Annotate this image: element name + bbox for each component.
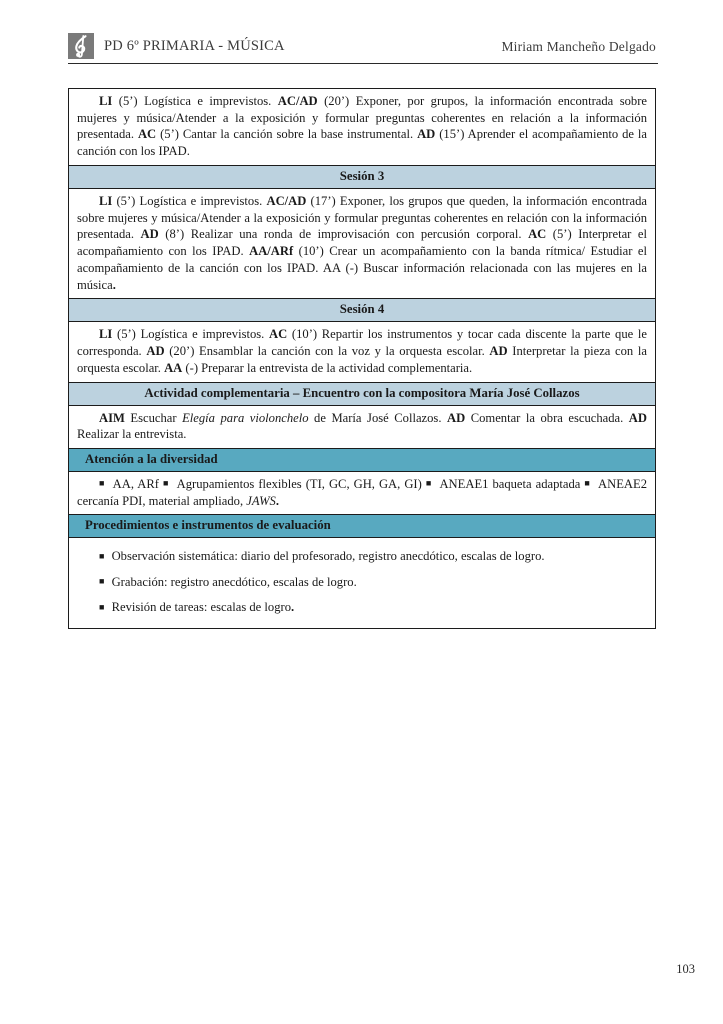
text-run: AA, ARf bbox=[109, 476, 164, 491]
atencion-diversidad-body bbox=[69, 472, 655, 514]
text-run: AD bbox=[628, 410, 647, 425]
table-row bbox=[69, 515, 655, 538]
treble-clef-logo-icon bbox=[68, 33, 94, 59]
atencion-diversidad-header: Atención a la diversidad bbox=[69, 449, 655, 471]
text-run: AD bbox=[446, 410, 466, 425]
list-item bbox=[77, 544, 647, 569]
text-run: Escuchar bbox=[124, 410, 183, 425]
actividad-complementaria-body bbox=[69, 406, 655, 448]
actividad-complementaria-header: Actividad complementaria – Encuentro con la compositora María José Collazos bbox=[69, 383, 655, 405]
text-run: (-) Preparar la entrevista de la actividad complementaria. bbox=[182, 360, 473, 375]
text-run: LI bbox=[99, 94, 113, 108]
table-row bbox=[69, 406, 655, 449]
text-run: (20’) Ensamblar la canción con la voz y la orquesta escolar. bbox=[164, 344, 490, 359]
text-run: Interpretar la pieza con la orquesta escolar. bbox=[77, 344, 647, 375]
text-run: (20’) Exponer, por grupos, la información encontrada sobre mujeres y música/Atender a la exposición y formular preguntas coherentes en relación a la información presentada. bbox=[77, 94, 647, 142]
text-run: AC/AD bbox=[266, 193, 307, 208]
text-run: Realizar la entrevista. bbox=[77, 427, 187, 442]
procedimientos-header: Procedimientos e instrumentos de evaluación bbox=[69, 515, 655, 537]
text-run: JAWS bbox=[246, 493, 276, 508]
text-run: . bbox=[275, 493, 280, 508]
text-run: AA/ARf bbox=[249, 244, 294, 259]
list-item bbox=[77, 595, 647, 620]
text-run: LI bbox=[99, 327, 113, 342]
text-run: (8’) Realizar una ronda de improvisación con percusión corporal. bbox=[158, 227, 529, 242]
paragraph-indent bbox=[77, 477, 99, 491]
bullet-square-icon: ■ bbox=[99, 601, 105, 612]
page-running-head bbox=[68, 30, 658, 64]
text-run: AD bbox=[146, 344, 165, 359]
text-run: AIM bbox=[99, 410, 125, 425]
page-number: 103 bbox=[676, 962, 695, 976]
procedimientos-body bbox=[69, 538, 655, 628]
bullet-square-icon: ■ bbox=[99, 550, 105, 561]
text-run: . bbox=[291, 600, 295, 615]
text-run: AD bbox=[417, 127, 436, 142]
text-run: Comentar la obra escuchada. bbox=[465, 410, 629, 425]
text-run: Grabación: registro anecdótico, escalas de logro. bbox=[108, 574, 357, 589]
bullet-square-icon: ■ bbox=[99, 576, 105, 587]
table-row bbox=[69, 449, 655, 472]
text-run: Agrupamientos flexibles (TI, GC, GH, GA, GI) bbox=[173, 476, 426, 491]
sesion-2-continuation bbox=[69, 89, 655, 165]
sesion-4-header: Sesión 4 bbox=[69, 299, 655, 321]
text-run: AC/AD bbox=[277, 94, 318, 108]
text-run: AD bbox=[489, 344, 508, 359]
table-row bbox=[69, 472, 655, 515]
table-row bbox=[69, 166, 655, 189]
text-run: ANEAE1 baqueta adaptada bbox=[436, 476, 585, 491]
text-run: AA bbox=[164, 360, 183, 375]
text-run: . bbox=[112, 277, 116, 292]
table-row bbox=[69, 322, 655, 382]
text-run: (15’) Aprender el acompañamiento de la canción con los IPAD. bbox=[77, 127, 647, 159]
paragraph-indent bbox=[77, 411, 99, 425]
bullet-square-icon: ■ bbox=[425, 478, 433, 489]
text-run: (10’) Crear un acompañamiento con la banda rítmica/ Estudiar el acompañamiento de la canción con los IPAD. AA (-) Buscar información relacionada con las mujeres en la música bbox=[77, 244, 647, 292]
bullet-square-icon: ■ bbox=[584, 478, 591, 489]
text-run: Elegía para violonchelo bbox=[182, 410, 309, 425]
text-run: de María José Collazos. bbox=[308, 410, 447, 425]
text-run: ANEAE2 cercanía PDI, material ampliado, bbox=[77, 476, 648, 508]
table-row bbox=[69, 383, 655, 406]
table-row bbox=[69, 89, 655, 166]
session-plan-table bbox=[68, 88, 656, 629]
text-run: Observación sistemática: diario del profesorado, registro anecdótico, escalas de logro. bbox=[108, 549, 545, 564]
text-run: (5’) Interpretar el acompañamiento con los IPAD. bbox=[77, 227, 647, 259]
sesion-4-body bbox=[69, 322, 655, 381]
list-item bbox=[77, 570, 647, 595]
table-row bbox=[69, 299, 655, 322]
table-row bbox=[69, 189, 655, 299]
paragraph-indent bbox=[77, 327, 99, 341]
bullet-square-icon: ■ bbox=[99, 478, 106, 489]
text-run: LI bbox=[99, 193, 113, 208]
table-row bbox=[69, 538, 655, 628]
text-run: AC bbox=[137, 127, 157, 142]
sesion-3-header: Sesión 3 bbox=[69, 166, 655, 188]
text-run: (5’) Cantar la canción sobre la base instrumental. bbox=[156, 127, 418, 142]
header-author: Miriam Mancheño Delgado bbox=[501, 38, 656, 54]
header-title: PD 6º PRIMARIA - MÚSICA bbox=[104, 38, 285, 54]
text-run: AC bbox=[269, 327, 288, 342]
text-run: AC bbox=[528, 227, 547, 242]
text-run: (5’) Logística e imprevistos. bbox=[112, 94, 278, 108]
paragraph-indent bbox=[77, 94, 99, 108]
text-run: (17’) Exponer, los grupos que queden, la información encontrada sobre mujeres y música/Atender a la exposición y formular preguntas coherentes en relación con la información presentada. bbox=[77, 193, 648, 242]
text-run: AD bbox=[140, 227, 159, 242]
paragraph-indent bbox=[77, 194, 99, 208]
sesion-3-body bbox=[69, 189, 655, 298]
text-run: (10’) Repartir los instrumentos y tocar cada discente la parte que le corresponda. bbox=[77, 327, 647, 359]
bullet-square-icon: ■ bbox=[163, 478, 170, 489]
text-run: (5’) Logística e imprevistos. bbox=[112, 327, 270, 342]
text-run: (5’) Logística e imprevistos. bbox=[112, 193, 267, 208]
text-run: Revisión de tareas: escalas de logro bbox=[108, 600, 291, 615]
